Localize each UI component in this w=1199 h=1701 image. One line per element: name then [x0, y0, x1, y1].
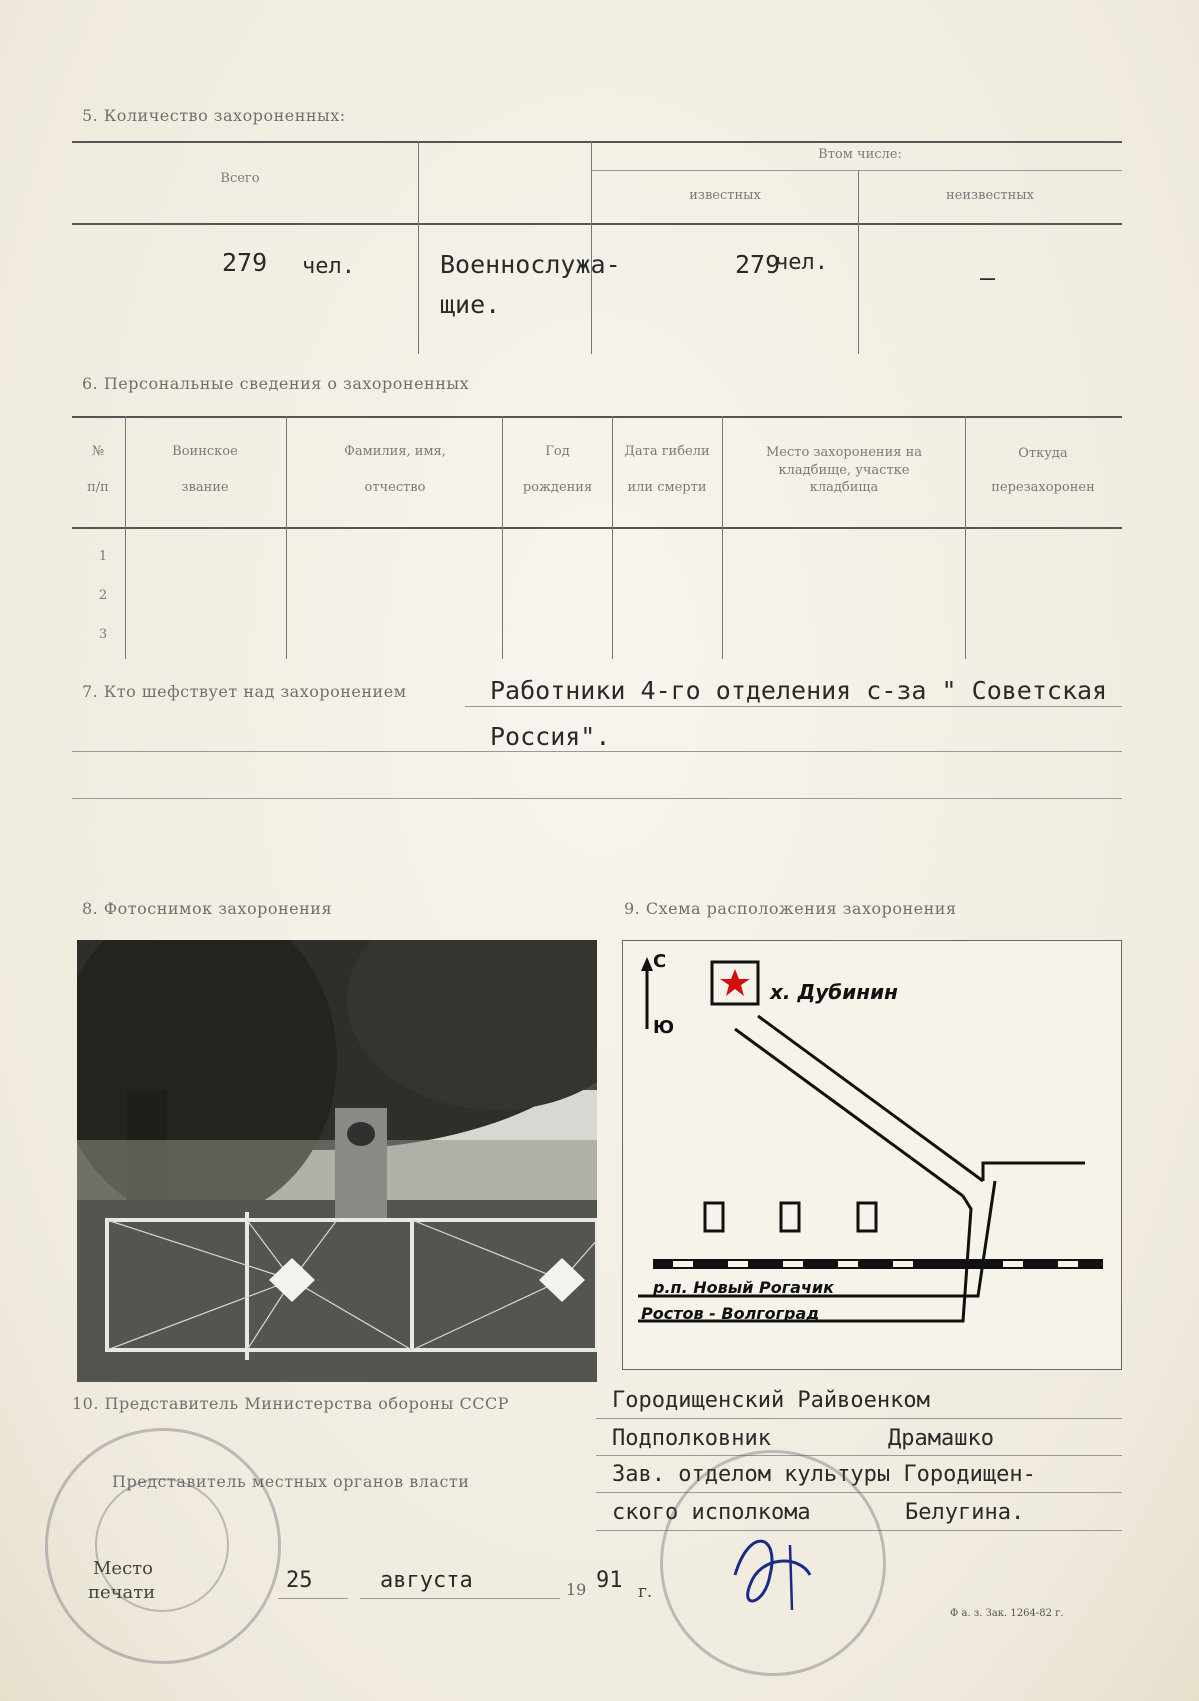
s10-line3: Зав. отделом культуры Городищен- [612, 1462, 1036, 1487]
s7-rule-2 [72, 751, 1122, 752]
settlement-label: р.п. Новый Рогачик [653, 1278, 834, 1297]
s5-sub-rule [592, 170, 1122, 171]
date-month: августа [380, 1568, 473, 1593]
s6-vline-5 [722, 416, 723, 659]
s5-total-unit: чел. [302, 254, 355, 279]
s6-h-num-1: № [91, 444, 105, 459]
s6-vline-1 [125, 416, 126, 659]
date-month-rule [360, 1598, 560, 1599]
local-authority-title: Представитель местных органов власти [112, 1472, 470, 1491]
s6-h-death-1: Дата гибели [624, 444, 710, 459]
s6-h-year-1: Год [545, 444, 570, 459]
s6-h-year-2: рождения [522, 480, 593, 495]
s6-h-place-1: Место захоронения на [765, 445, 923, 460]
section10-title: 10. Представитель Министерства обороны СССР [72, 1394, 509, 1413]
s5-vline-3 [858, 170, 859, 354]
location-scheme [622, 940, 1122, 1370]
s5-vline-2 [591, 141, 592, 354]
s5-category-line2: щие. [440, 290, 501, 319]
section8-title: 8. Фотоснимок захоронения [82, 899, 333, 918]
location-scheme-drawing [623, 941, 1121, 1369]
s5-total-value: 279 [222, 248, 268, 277]
year-prefix: 19 [566, 1580, 587, 1599]
s5-header-rule [72, 223, 1122, 225]
s6-h-place-2: кладбище, участке [778, 463, 910, 478]
s6-vline-2 [286, 416, 287, 659]
date-day: 25 [286, 1568, 313, 1593]
s5-vline-1 [418, 141, 419, 354]
s5-unknown-value: – [980, 263, 996, 292]
seal-place-1: Место [93, 1558, 153, 1579]
date-day-rule [278, 1598, 348, 1599]
road-label: Ростов - Волгоград [641, 1304, 820, 1323]
s6-h-place-3: кладбища [809, 480, 879, 495]
s10-rule-1 [596, 1418, 1122, 1419]
north-label: С [653, 951, 667, 972]
s5-top-rule [72, 141, 1122, 143]
section7-title: 7. Кто шефствует над захоронением [82, 682, 407, 701]
year-suffix: 91 [596, 1568, 623, 1593]
star-icon [720, 969, 750, 996]
s6-row-3: 3 [98, 627, 108, 642]
s6-h-from-2: перезахоронен [991, 480, 1095, 495]
seal-place-2: печати [88, 1582, 156, 1603]
s10-line1: Городищенский Райвоенком [612, 1388, 930, 1413]
s6-h-rank-1: Воинское [172, 444, 238, 459]
s6-vline-6 [965, 416, 966, 659]
village-label: х. Дубинин [770, 980, 898, 1004]
s6-row-1: 1 [98, 549, 108, 564]
s5-col-known: известных [689, 188, 761, 203]
section5-title: 5. Количество захороненных: [82, 106, 346, 125]
signature-mark [720, 1515, 830, 1625]
s7-rule-1 [465, 706, 1122, 707]
s10-line4b: Белугина. [905, 1500, 1025, 1525]
s6-h-num-2: п/п [87, 480, 109, 495]
printer-note: Ф а. з. Зак. 1264-82 г. [950, 1608, 1064, 1619]
s6-vline-4 [612, 416, 613, 659]
s10-line4a: ского исполкома [612, 1500, 811, 1525]
s5-known-value: 279 [735, 250, 781, 279]
s6-row-2: 2 [98, 588, 108, 603]
s6-h-name-1: Фамилия, имя, [344, 444, 446, 459]
burial-photo-image [77, 940, 597, 1382]
section9-title: 9. Схема расположения захоронения [624, 899, 957, 918]
s6-h-death-2: или смерти [627, 480, 707, 495]
s6-h-name-2: отчество [364, 480, 426, 495]
s6-h-rank-2: звание [181, 480, 229, 495]
s6-vline-3 [502, 416, 503, 659]
s5-col-unknown: неизвестных [946, 188, 1034, 203]
s10-rule-2 [596, 1455, 1122, 1456]
s7-value-line1: Работники 4-го отделения с-за " Советская [490, 676, 1108, 705]
section6-title: 6. Персональные сведения о захороненных [82, 374, 470, 393]
s5-known-unit: чел. [775, 250, 828, 275]
south-label: Ю [653, 1017, 675, 1038]
s5-col-total: Всего [220, 171, 260, 186]
burial-photo [77, 940, 597, 1382]
s10-line2-role: Подполковник [612, 1426, 771, 1451]
s6-h-from-1: Откуда [1018, 446, 1068, 461]
s10-line2-name: Драмашко [888, 1426, 994, 1451]
s5-col-including: Втом числе: [818, 147, 902, 162]
s7-value-line2: Россия". [490, 722, 611, 751]
s5-category-line1: Военнослужа- [440, 250, 621, 279]
year-unit: г. [638, 1582, 653, 1602]
s7-rule-3 [72, 798, 1122, 799]
